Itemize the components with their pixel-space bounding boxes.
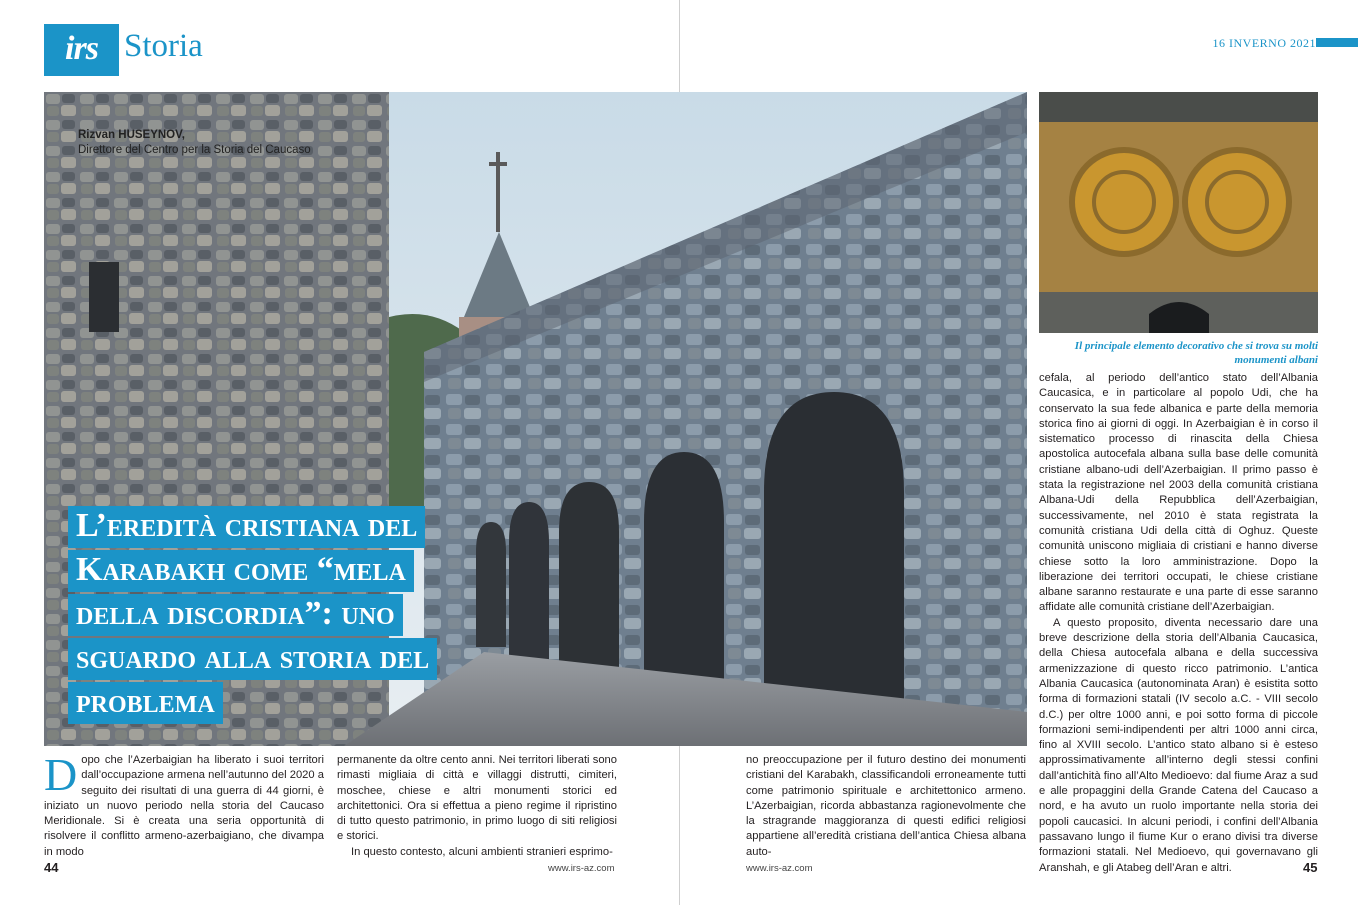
title-line-4: sguardo alla storia del	[68, 638, 437, 680]
author-name: Rizvan HUSEYNOV,	[78, 129, 185, 141]
logo-text: irs	[65, 30, 98, 67]
col2-paragraph-2: In questo contesto, alcuni ambienti stranieri esprimo-	[351, 845, 613, 858]
rosette-stone-illustration	[1039, 92, 1318, 333]
irs-logo	[44, 24, 119, 76]
issue-label: 16 INVERNO 2021	[1212, 36, 1316, 50]
body-column-1	[44, 749, 324, 860]
drop-cap: D	[44, 749, 78, 800]
body-column-4	[1039, 371, 1318, 876]
website-link-right[interactable]: www.irs-az.com	[746, 863, 813, 874]
article-title	[68, 506, 588, 726]
author-role: Direttore del Centro per la Storia del Caucaso	[78, 144, 311, 156]
col3-text: no preoccupazione per il futuro destino dei monumenti cristiani del Karabakh, classificandoli erroneamente tutti come patrimonio spirituale e architettonico armeno. L’Azerbaigian, ricorda abbastanza ragionevolmente che la stragrande maggioranza di questi edifici religiosi appartiene all’eredità cristiana dell’antica Chiesa albana auto-	[746, 754, 1026, 858]
body-column-3	[746, 753, 1026, 860]
photo-caption: Il principale elemento decorativo che si trova su molti monumenti albani	[1074, 340, 1318, 366]
section-title: Storia	[124, 28, 203, 64]
col1-text: opo che l’Azerbaigian ha liberato i suoi territori dall’occupazione armena nell’autunno del 2020 a seguito dei risultati di una guerra di 44 giorni, è iniziato un nuovo periodo nella storia del Caucaso Meridionale. Si è creata una seria opportunità di risolvere il conflitto armeno-azerbaigiano, che divampa in modo	[44, 754, 324, 858]
page-number-left: 44	[44, 860, 59, 875]
author-byline	[78, 128, 311, 158]
issue-accent-bar	[1316, 38, 1358, 47]
title-line-5: problema	[68, 682, 223, 724]
title-line-2: Karabakh come “mela	[68, 550, 414, 592]
col4-paragraph-2: A questo proposito, diventa necessario dare una breve descrizione della storia dell’Albania Caucasica, della Chiesa autocefala albana e della successiva armenizzazione di questo ricco patrimonio. L’antica Albania Caucasica (autonominata Aran) è esistita sotto forma di formazioni statali (IV secolo a.C. - VIII secolo d.C.) per oltre 1000 anni, e poi sotto forma di piccole formazioni semi-indipendenti per altri 1000 anni circa, fino al XVIII secolo. L’antico stato albano si è esteso approssimativamente all’interno degli stessi confini dall’antichità fino all’Alto Medioevo: dal fiume Araz a sud e alle propaggini della Grande Catena del Caucaso a nord, e ha avuto un ruolo importante nella storia dei popoli caucasici. In alcuni periodi, i confini dell’Albania passavano lungo il fiume Kur o erano divisi tra diverse formazioni statali. Nel Medioevo, qui governavano gli Aranshah, e gli Atabeg dell’Aran e altri.	[1039, 616, 1318, 874]
website-link-left[interactable]: www.irs-az.com	[548, 863, 615, 874]
col4-paragraph-1: cefala, al periodo dell’antico stato dell’Albania Caucasica, e in particolare al popolo Udi, che ha conservato la sua fede albanica e parte della memoria storica fino ai giorni di oggi. In Azerbaigian è in corso il sistematico processo di rinascita della Chiesa apostolica autocefala albana sulla base delle comunità cristiane albano-udi dell’Azerbaigian. Il primo passo è stata la registrazione nel 2003 della comunità cristiana Albana-Udi della Repubblica dell’Azerbaigian, successivamente, nel 2010 è stata registrata la comunità cristiana Udi della città di Oghuz. Queste comunità uniscono migliaia di cristiani e hanno diverse chiese sotto la loro amministrazione. Dopo la liberazione dei territori occupati, le chiese cristiane albane saranno restaurate e una parte di esse saranno affidate alle comunità cristiane dell’Azerbaigian.	[1039, 372, 1318, 614]
body-column-2	[337, 753, 617, 860]
decorative-element-photo	[1039, 92, 1318, 333]
title-line-1: L’eredità cristiana del	[68, 506, 425, 548]
col2-paragraph-1: permanente da oltre cento anni. Nei territori liberati sono rimasti migliaia di città e villaggi distrutti, cimiteri, moschee, chiese e altri monumenti storici ed architettonici. Ora si effettua a pieno regime il ripristino di tutto questo patrimonio, in primo luogo di siti religiosi e storici.	[337, 754, 617, 843]
title-line-3: della discordia”: uno	[68, 594, 403, 636]
page-number-right: 45	[1303, 860, 1318, 875]
